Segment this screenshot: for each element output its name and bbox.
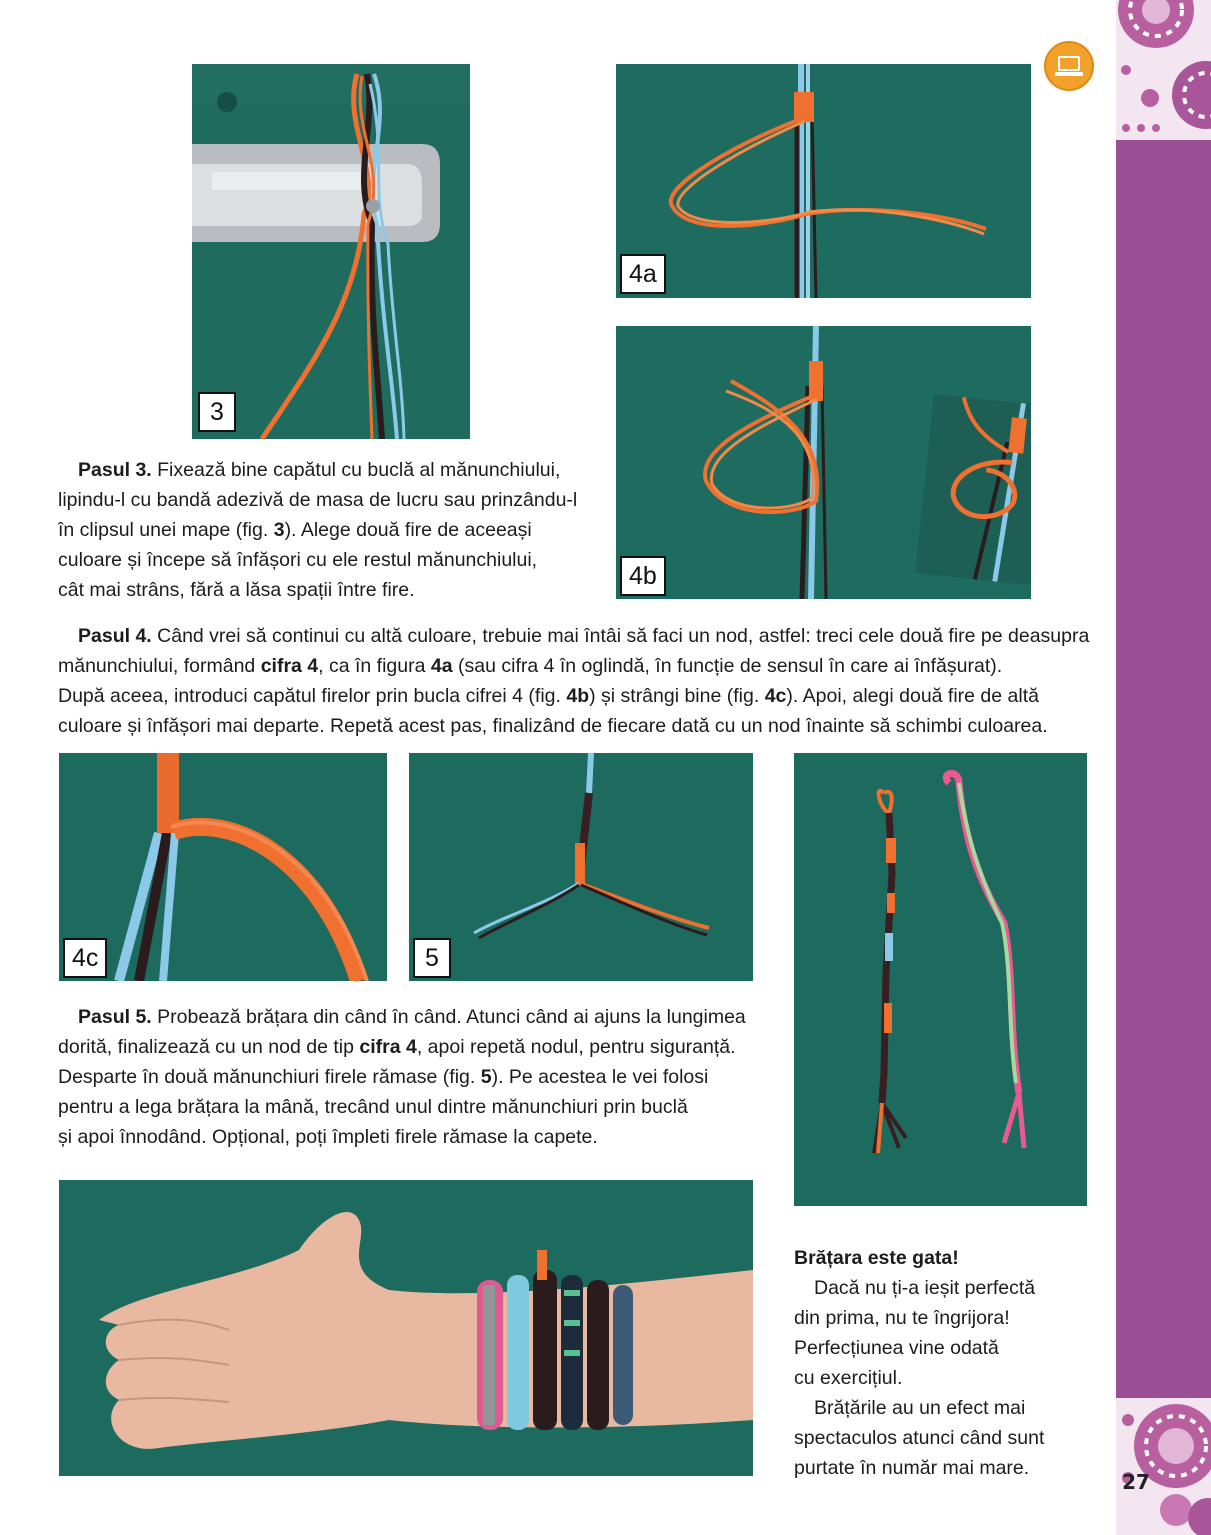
figure-label-4a: 4a bbox=[620, 254, 666, 294]
photo-step-3 bbox=[192, 64, 470, 439]
figure-label-3: 3 bbox=[198, 392, 236, 432]
step-3-paragraph: Pasul 3. Fixează bine capătul cu buclă al mănunchiului, lipindu-l cu bandă adezivă de masa de lucru sau prinzându-l în clipsul unei mape (fig. 3). Alege două fire de aceeași culoare și începe să înfășori cu ele restul mănunchiului, cât mai strâns, fără a lăsa spații între fire. bbox=[58, 459, 578, 601]
photo-step-4a bbox=[616, 64, 1031, 298]
photo-step-5 bbox=[409, 753, 753, 981]
photo-step-4b bbox=[616, 326, 1031, 599]
step-4-title: Pasul 4. bbox=[78, 625, 152, 647]
computer-badge-icon bbox=[1044, 41, 1094, 91]
photo-hand-with-bracelets bbox=[59, 1180, 753, 1476]
sidebar-band bbox=[1116, 0, 1211, 1535]
step-3-title: Pasul 3. bbox=[78, 459, 152, 481]
final-title: Brățara este gata! bbox=[794, 1247, 959, 1269]
figure-label-5: 5 bbox=[413, 938, 451, 978]
photo-finished-bracelets bbox=[794, 753, 1087, 1206]
page-number: 27 bbox=[1122, 1470, 1150, 1494]
final-paragraph: Brățara este gata! Dacă nu ți-a ieșit perfectă din prima, nu te îngrijora! Perfecțiunea vine odată cu exercițiul. Brățările au un efect mai spectaculos atunci când sunt purtate în număr mai mare. bbox=[794, 1247, 1045, 1479]
step-5-paragraph: Pasul 5. Probează brățara din când în când. Atunci când ai ajuns la lungimea dorită, finalizează cu un nod de tip cifra 4, apoi repetă nodul, pentru siguranță. Desparte în două mănunchiuri firele rămase (fig. 5). Pe acestea le vei folosi pentru a lega brățara la mână, trecând unul dintre mănunchiuri prin buclă și apoi înnodând. Opțional, poți împleti firele rămase la capete. bbox=[58, 1006, 746, 1148]
step-5-title: Pasul 5. bbox=[78, 1006, 152, 1028]
step-4-paragraph: Pasul 4. Când vrei să continui cu altă culoare, trebuie mai întâi să faci un nod, astfel: treci cele două fire pe deasupra mănunchiului, formând cifra 4, ca în figura 4a (sau cifra 4 în oglindă, în funcție de sensul în care ai înfășurat). După aceea, introduci capătul firelor prin bucla cifrei 4 (fig. 4b) și strângi bine (fig. 4c). Apoi, alegi două fire de altă culoare și înfășori mai departe. Repetă acest pas, finalizând de fiecare dată cu un nod înainte să schimbi culoarea. bbox=[58, 625, 1090, 737]
dotted-circle-decoration-top bbox=[1116, 0, 1211, 140]
figure-label-4c: 4c bbox=[63, 938, 107, 978]
dotted-circle-decoration-bottom bbox=[1116, 1398, 1211, 1535]
figure-label-4b: 4b bbox=[620, 556, 666, 596]
photo-step-4c bbox=[59, 753, 387, 981]
